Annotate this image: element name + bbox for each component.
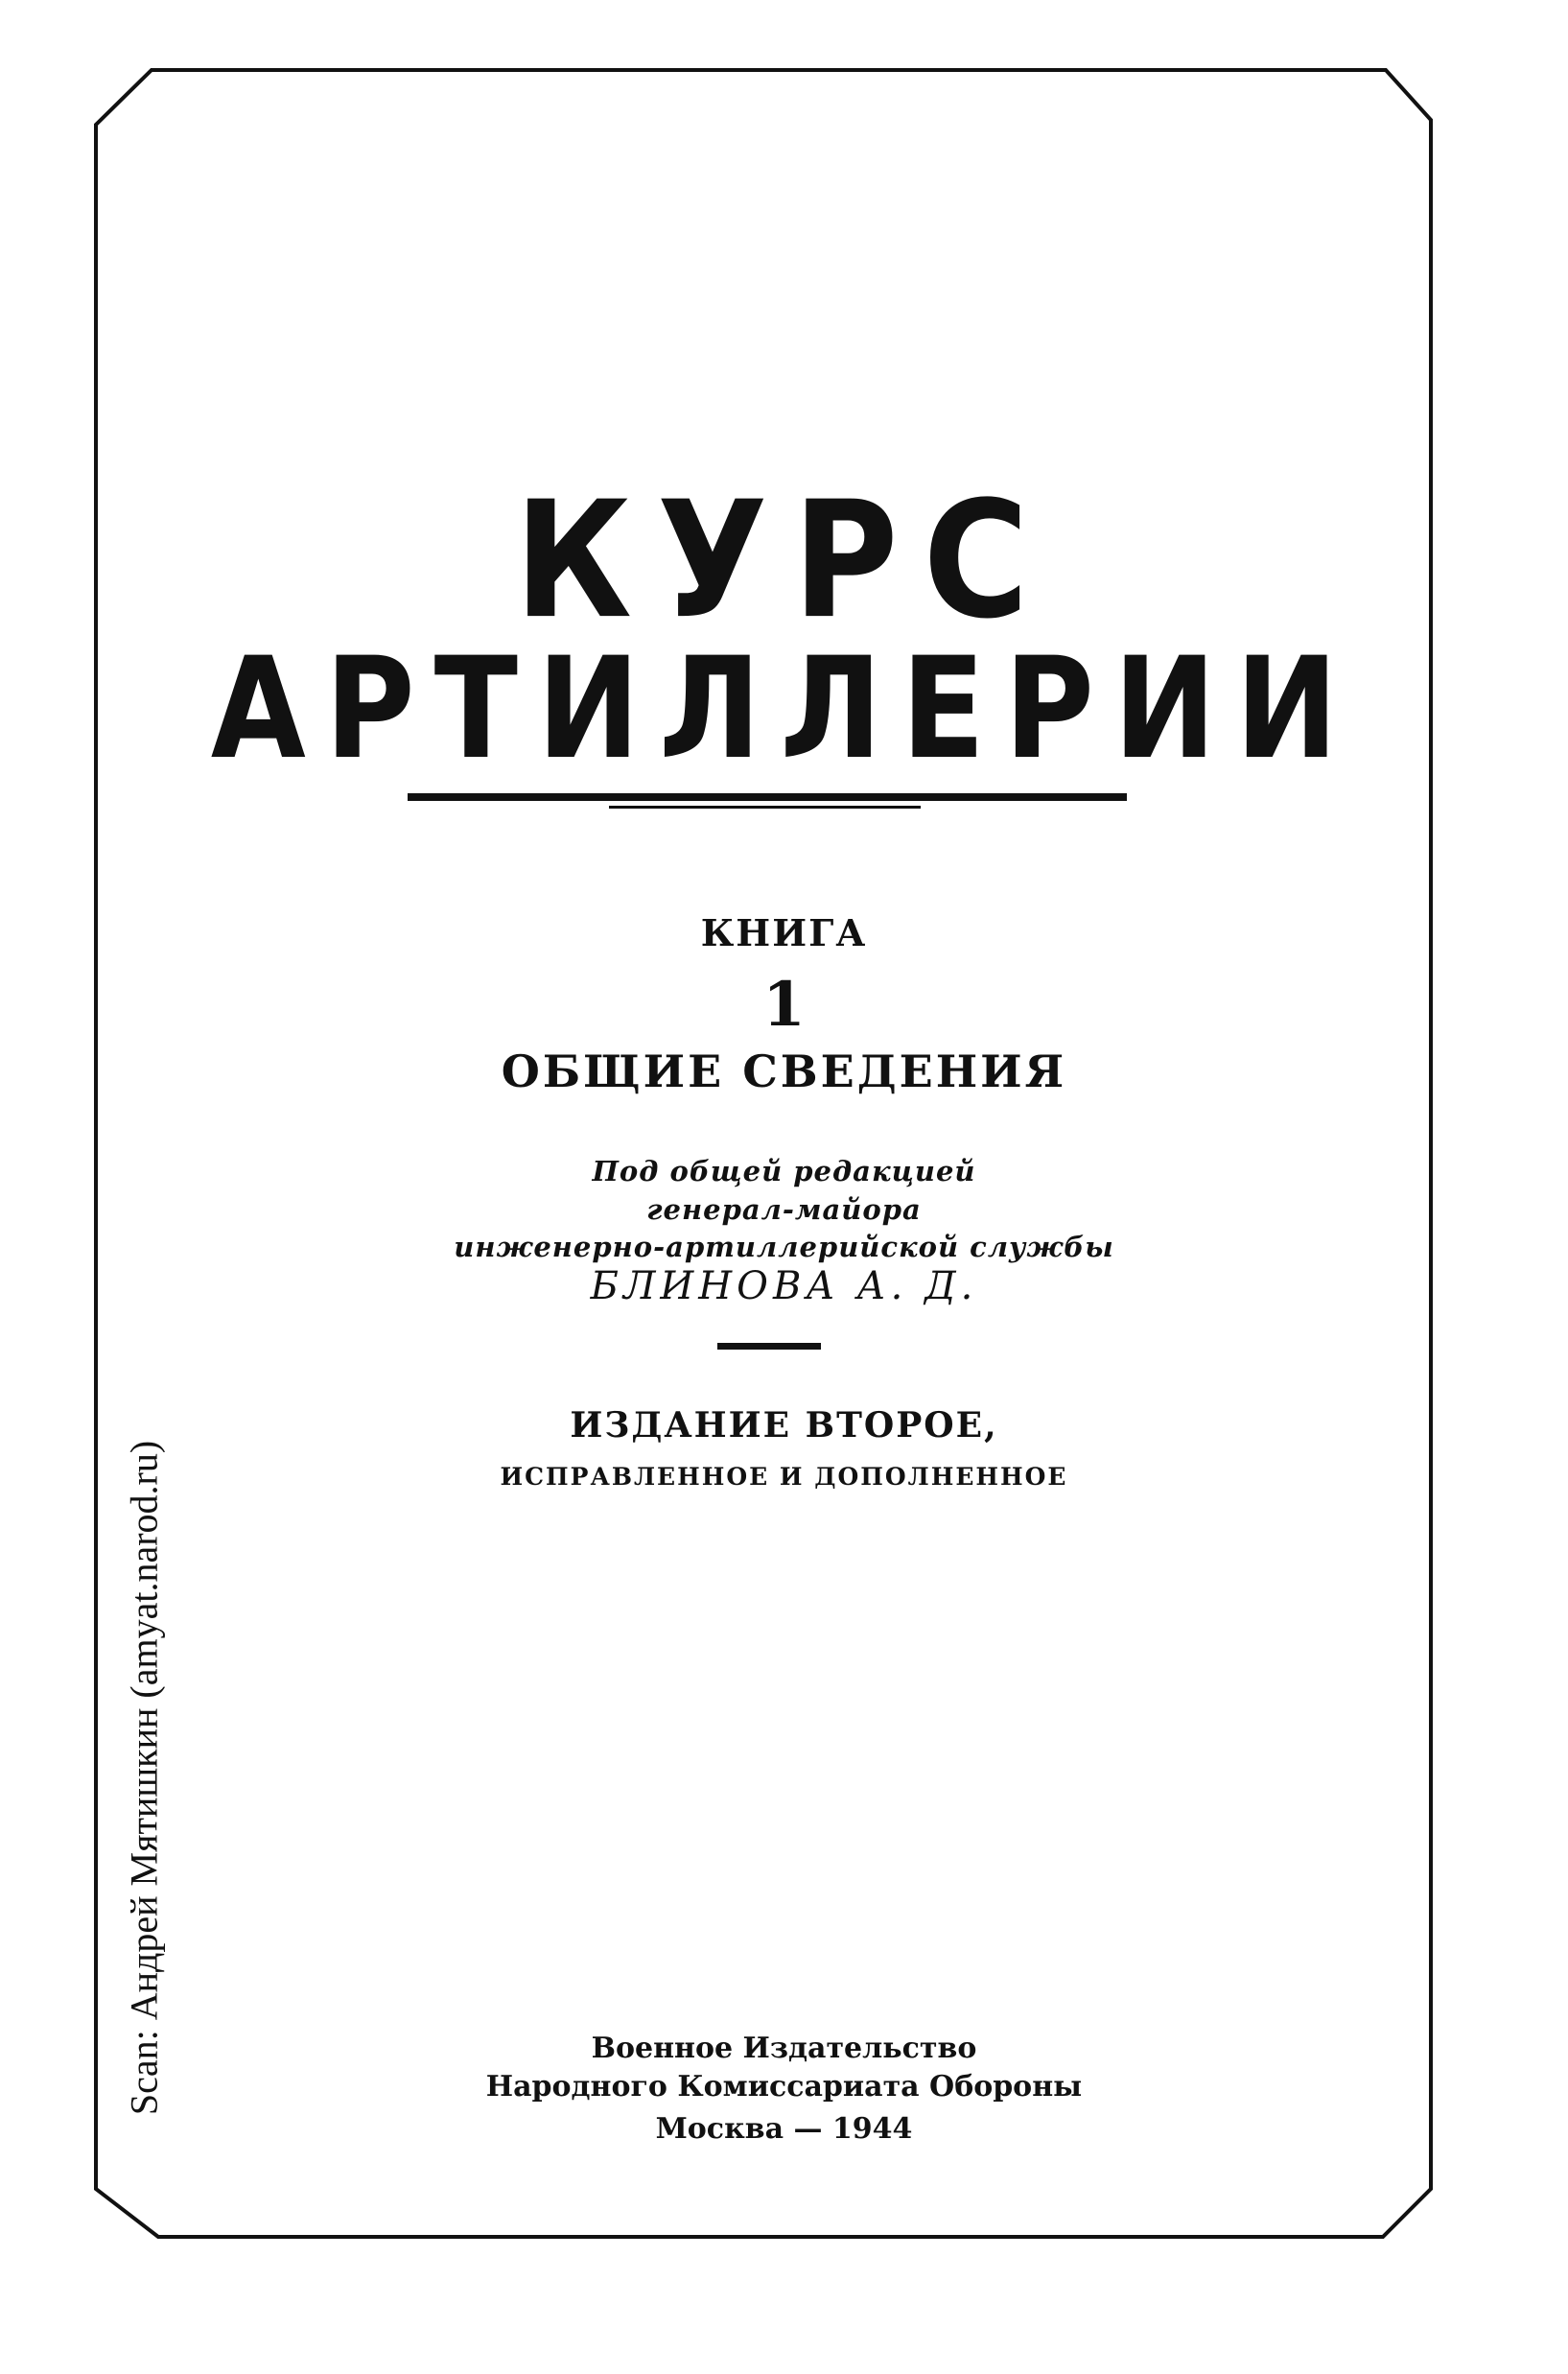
book-label: КНИГА	[700, 911, 868, 954]
title-rule-thick	[408, 793, 1127, 801]
editor-line-3: инженерно-артиллерийской службы	[454, 1231, 1114, 1263]
book-subtitle: ОБЩИЕ СВЕДЕНИЯ	[501, 1046, 1067, 1097]
publisher-line-3: Москва — 1944	[655, 2112, 913, 2146]
publisher-line-2: Народного Комиссариата Обороны	[485, 2070, 1083, 2104]
editor-line-2: генерал-майора	[646, 1193, 922, 1226]
title-rule-thin	[609, 806, 921, 809]
edition-line-1: ИЗДАНИЕ ВТОРОЕ,	[570, 1405, 998, 1446]
title-line-1: КУРС	[514, 467, 1054, 655]
book-number: 1	[762, 969, 806, 1041]
scan-credit: Scan: Андрей Мятишкин (amyat.narod.ru)	[122, 1440, 166, 2116]
title-line-2: АРТИЛЛЕРИИ	[210, 627, 1358, 791]
publisher-line-1: Военное Издательство	[591, 2032, 977, 2065]
editor-line-1: Под общей редакцией	[592, 1155, 976, 1187]
edition-line-2: ИСПРАВЛЕННОЕ И ДОПОЛНЕННОЕ	[500, 1463, 1068, 1491]
section-divider	[717, 1343, 821, 1350]
editor-name: БЛИНОВА А. Д.	[590, 1264, 978, 1308]
